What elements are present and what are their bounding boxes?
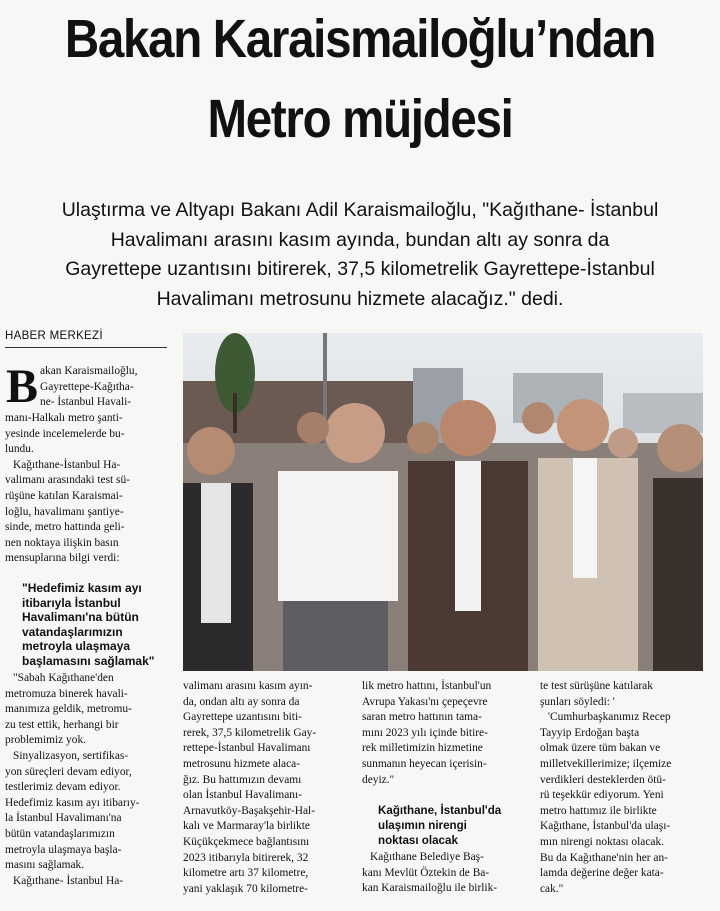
headline-line-1: Bakan Karaismailoğlu’ndan — [64, 9, 656, 69]
text-line: yani yaklaşık 70 kilometre- — [183, 882, 308, 895]
text-line: bütün vatandaşlarımızın — [5, 827, 115, 840]
text-line: kalı ve Marmaray'la birlikte — [183, 820, 310, 833]
subheading-line: noktası olacak — [378, 834, 458, 847]
text-line: mını 2023 yılı içinde bitire- — [362, 726, 488, 739]
text-line: olan İstanbul Havalimanı- — [183, 789, 302, 802]
text-line: Gayrettepe-Kağıtha- — [40, 380, 134, 393]
column-1-intro — [40, 364, 180, 411]
text-line: olmak üzere tüm bakan ve — [540, 742, 661, 755]
news-photo — [183, 333, 703, 671]
text-line: Avrupa Yakası'nı çepeçevre — [362, 695, 488, 708]
text-line: ne- İstanbul Havali- — [40, 396, 132, 409]
text-line: Kağıthane, İstanbul'da ulaşı- — [540, 820, 671, 833]
text-line: Kağıthane-İstanbul Ha- — [13, 458, 121, 471]
text-line: da, ondan altı ay sonra da — [183, 695, 300, 708]
text-line: valimanı arasını kasım ayın- — [183, 680, 313, 692]
quote-line: Havalimanı'na bütün — [22, 610, 139, 625]
drop-cap: B — [6, 360, 39, 413]
text-line: problemimiz yok. — [5, 734, 86, 747]
text-line: zu test ettik, herhangi bir — [5, 718, 119, 731]
text-line: masını sağlamak. — [5, 859, 85, 872]
byline: HABER MERKEZİ — [5, 330, 103, 342]
text-line: valimanı arasındaki test sü- — [5, 474, 130, 487]
text-line: verdikleri desteklerden ötü- — [540, 773, 666, 786]
text-line: kanı Mevlüt Öztekin de Ba- — [362, 866, 490, 879]
text-line: rek milletimizin hizmetine — [362, 742, 483, 755]
text-line: la İstanbul Havalimanı'na — [5, 812, 122, 825]
text-line: lik metro hattını, İstanbul'un — [362, 680, 492, 692]
text-line: rerek, 37,5 kilometrelik Gay- — [183, 726, 317, 739]
lead-line: Gayrettepe uzantısını bitirerek, 37,5 kilometrelik Gayrettepe-İstanbul — [65, 258, 655, 280]
text-line: cak." — [540, 882, 564, 895]
text-line: manımıza geldik, metromu- — [5, 703, 132, 716]
column-3-body — [362, 679, 534, 788]
column-4-body — [540, 679, 710, 897]
column-2-body — [183, 679, 356, 897]
lead-line: Havalimanı arasını kasım ayında, bundan altı ay sonra da — [110, 228, 610, 251]
column-3-body-cont — [362, 850, 534, 897]
text-line: loğlu, havalimanı şantiye- — [5, 505, 124, 518]
text-line: deyiz." — [362, 773, 395, 786]
quote-line: itibarıyla İstanbul — [22, 595, 121, 610]
lead-line: Ulaştırma ve Altyapı Bakanı Adil Karaismailoğlu, "Kağıthane- İstanbul — [61, 199, 659, 221]
text-line: 'Cumhurbaşkanımız Recep — [548, 711, 671, 724]
text-line: sunmanın heyecan içerisin- — [362, 757, 487, 770]
text-line: yesinde incelemelerde bu- — [5, 427, 125, 440]
subheading-line: ulaşımın nirengi — [378, 819, 467, 832]
column-1-intro-cont — [5, 411, 180, 567]
lead-paragraph — [10, 196, 710, 314]
column-1-body — [5, 671, 180, 889]
text-line: metroyla ulaşmaya başla- — [5, 843, 122, 856]
subheading-line: Kağıthane, İstanbul'da — [378, 804, 502, 817]
text-line: şunları söyledi: ' — [540, 695, 615, 708]
text-line: metro hattımız ile birlikte — [540, 804, 657, 817]
text-line: lundu. — [5, 443, 34, 456]
text-line: Tayyip Erdoğan başta — [540, 726, 640, 739]
quote-line: "Hedefimiz kasım ayı — [22, 581, 142, 595]
text-line: Küçükçekmece bağlantısını — [183, 835, 310, 848]
text-line: metrosunu hizmete alaca- — [183, 757, 301, 770]
lead-line: Havalimanı metrosunu hizmete alacağız." dedi. — [156, 287, 564, 310]
text-line: Sinyalizasyon, sertifikas- — [13, 749, 129, 762]
subheading — [378, 803, 538, 848]
text-line: Kağıthane Belediye Baş- — [370, 851, 484, 863]
text-line: 2023 itibarıyla bitirerek, 32 — [183, 851, 309, 864]
text-line: mensuplarına bilgi verdi: — [5, 552, 120, 565]
pull-quote — [22, 581, 182, 669]
byline-divider — [5, 347, 167, 348]
text-line: "Sabah Kağıthane'den — [13, 672, 114, 684]
text-line: saran metro hattının tama- — [362, 711, 482, 724]
text-line: kan Karaismailoğlu ile birlik- — [362, 882, 498, 895]
text-line: akan Karaismailoğlu, — [40, 365, 138, 377]
text-line: rü teşekkür ediyorum. Yeni — [540, 789, 664, 802]
text-line: ğız. Bu hattımızın devamı — [183, 773, 302, 786]
text-line: yon süreçleri devam ediyor, — [5, 765, 132, 778]
text-line: lamda değerine değer kata- — [540, 867, 664, 880]
text-line: sinde, metro hattında geli- — [5, 521, 125, 534]
headline-line-2: Metro müjdesi — [207, 89, 513, 149]
text-line: metromuza binerek havali- — [5, 687, 128, 700]
text-line: Kağıthane- İstanbul Ha- — [13, 874, 124, 887]
text-line: milletvekillerimize; ilçemize — [540, 757, 672, 770]
text-line: nen noktaya ilişkin basın — [5, 536, 119, 549]
text-line: Gayrettepe uzantısını biti- — [183, 711, 302, 724]
quote-line: başlamasını sağlamak" — [22, 653, 155, 668]
text-line: Bu da Kağıthane'nin her an- — [540, 851, 668, 864]
text-line: Arnavutköy-Başakşehir-Hal- — [183, 804, 315, 817]
text-line: rüşüne katılan Karaismai- — [5, 489, 123, 502]
text-line: kilometre artı 37 kilometre, — [183, 867, 309, 880]
text-line: manı-Halkalı metro şanti- — [5, 412, 123, 424]
quote-line: vatandaşlarımızın — [22, 624, 123, 639]
text-line: rettepe-İstanbul Havalimanı — [183, 742, 311, 755]
text-line: mın nirengi noktası olacak. — [540, 835, 665, 848]
text-line: testlerimiz devam ediyor. — [5, 781, 121, 794]
quote-line: metroyla ulaşmaya — [22, 639, 131, 654]
text-line: te test sürüşüne katılarak — [540, 680, 653, 692]
text-line: Hedefimiz kasım ayı itibarıy- — [5, 796, 140, 809]
